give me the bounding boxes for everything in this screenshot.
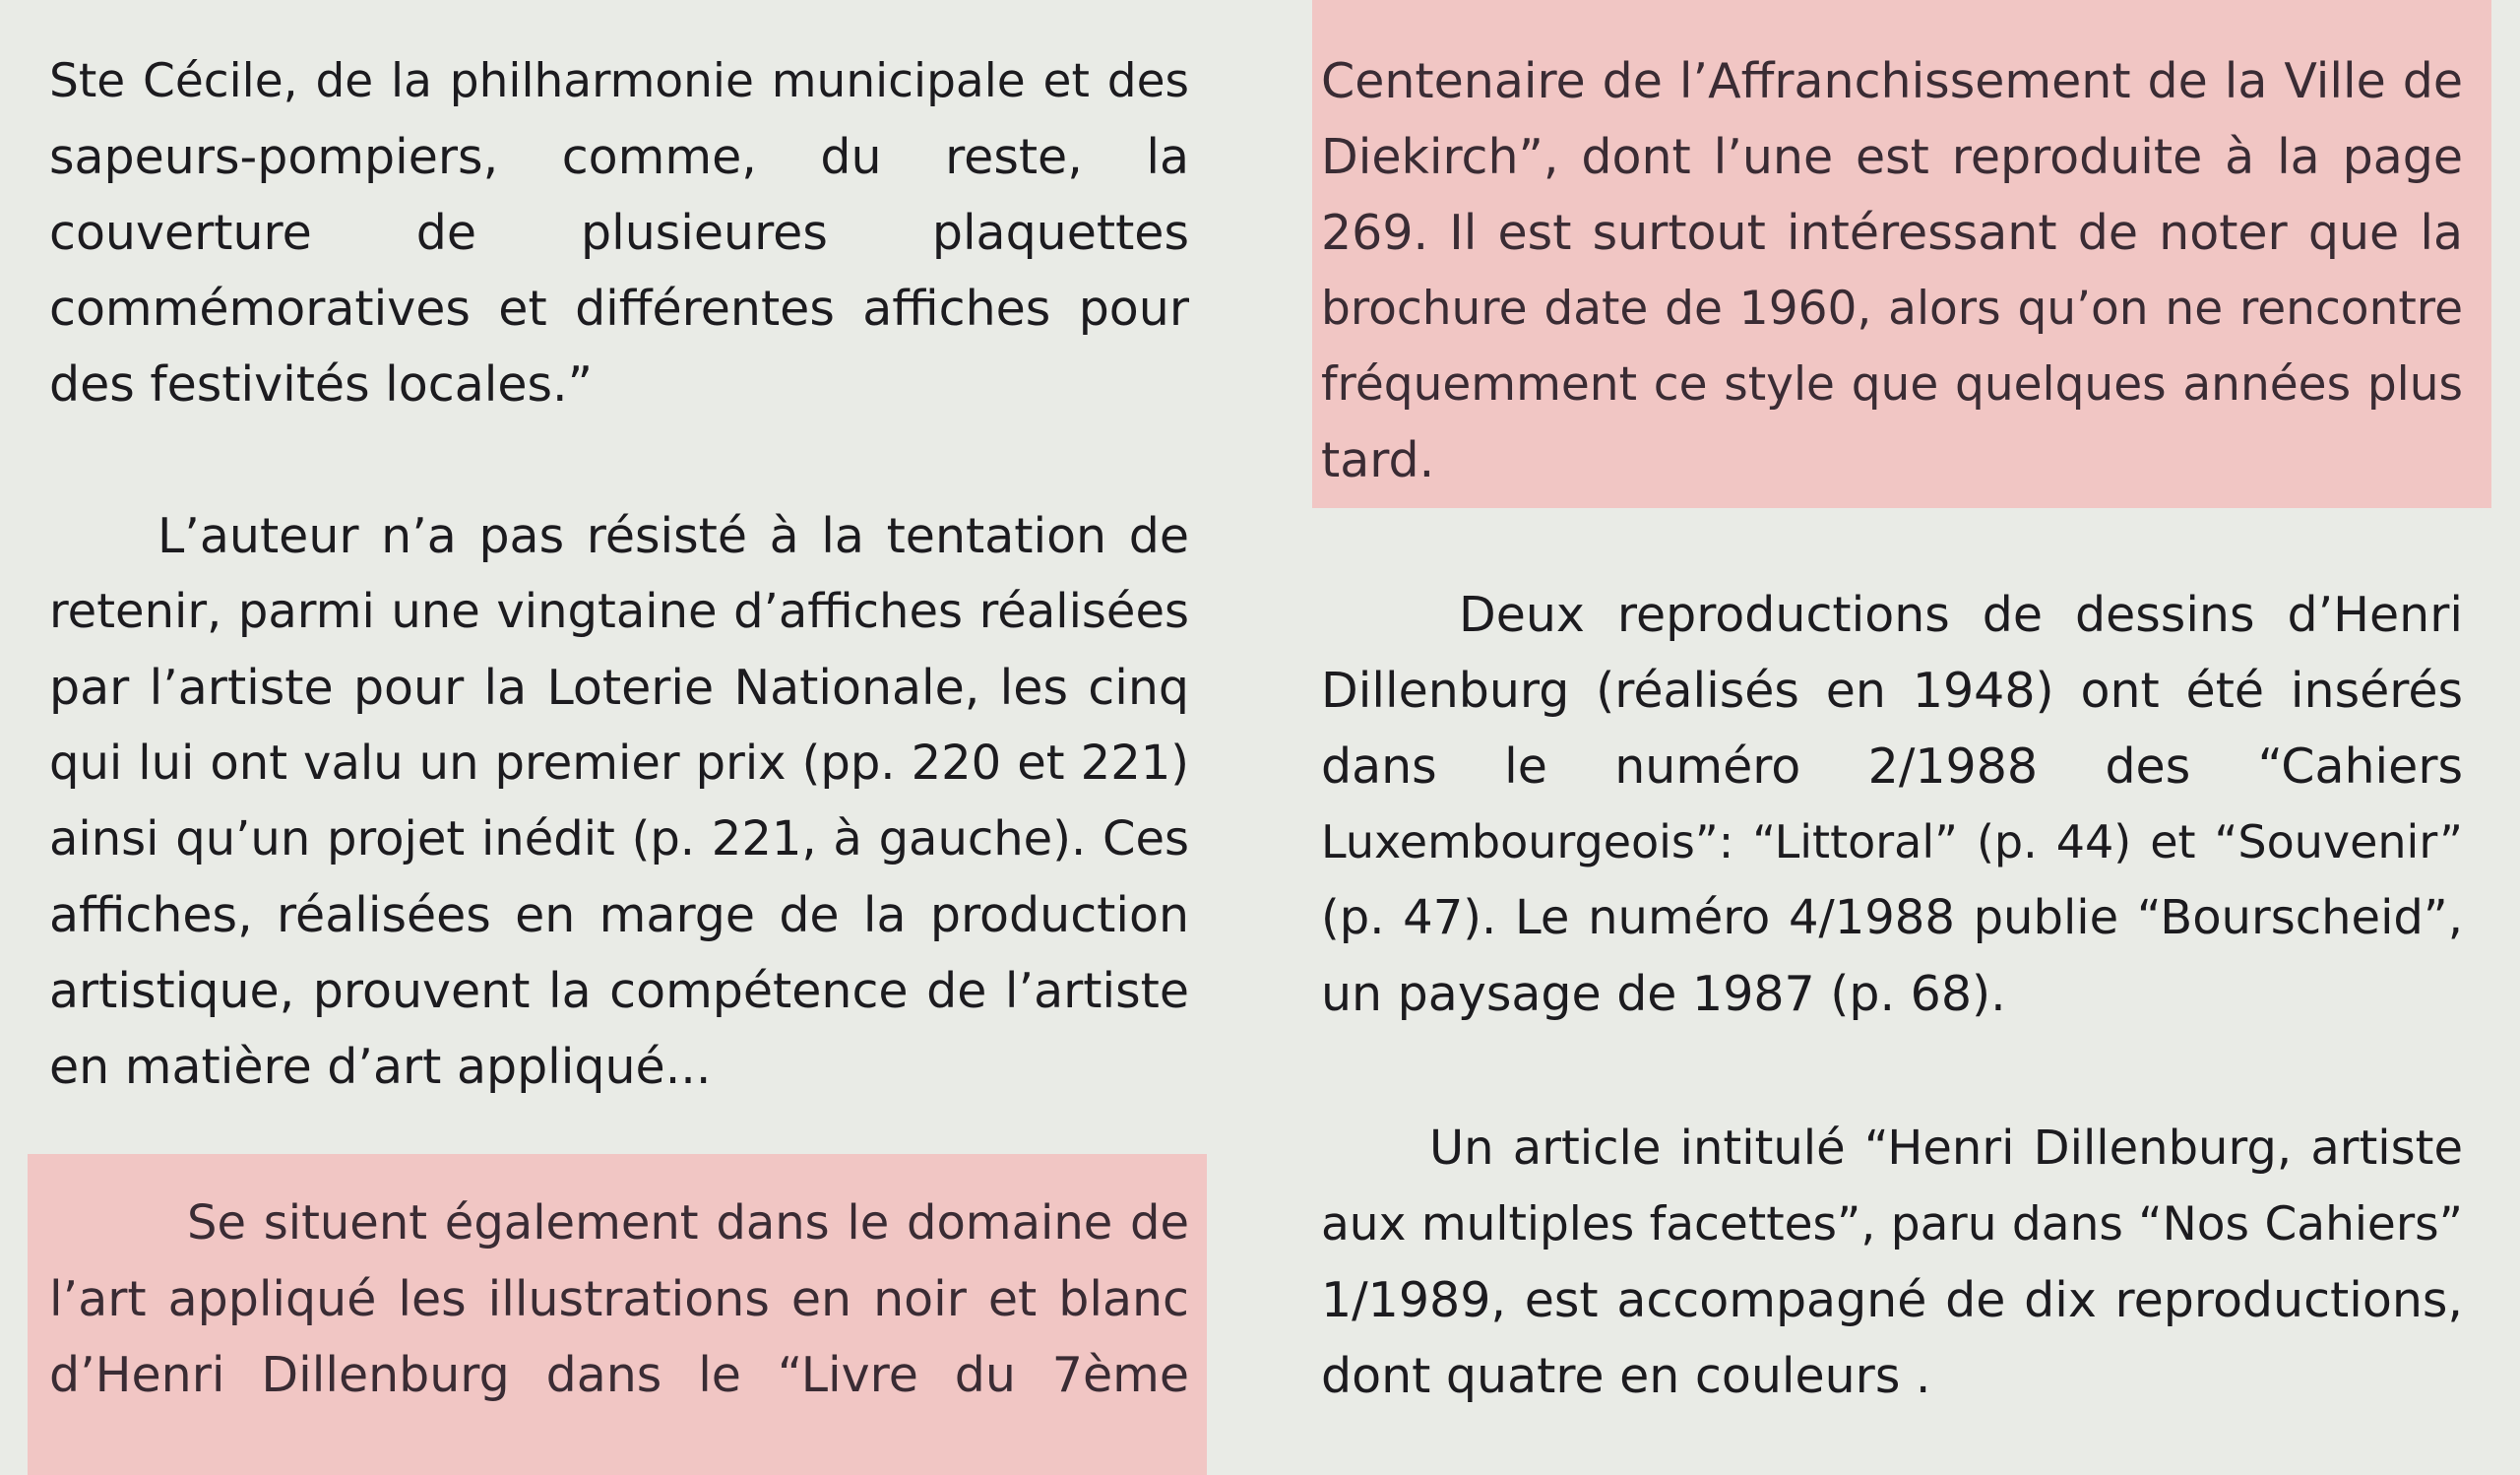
- text-line: dans le numéro 2/1988 des “Cahiers: [1321, 738, 2463, 795]
- text-line: L’auteur n’a pas résisté à la tentation de: [158, 508, 1189, 564]
- text-line: Dillenburg (réalisés en 1948) ont été insérés: [1321, 663, 2463, 719]
- text-line: Ste Cécile, de la philharmonie municipale et des: [49, 54, 1189, 108]
- text-line: tard.: [1321, 432, 1435, 488]
- text-line: commémoratives et différentes affiches pour: [49, 281, 1189, 337]
- text-line: couverture de plusieures plaquettes: [49, 205, 1189, 261]
- text-line: Centenaire de l’Affranchissement de la Ville de: [1321, 53, 2463, 109]
- right-paragraph-1-highlighted: [1321, 43, 2463, 498]
- text-line: fréquemment ce style que quelques années plus: [1321, 357, 2463, 412]
- text-line: Diekirch”, dont l’une est reproduite à la page: [1321, 129, 2463, 185]
- text-line: ainsi qu’un projet inédit (p. 221, à gauche). Ces: [49, 811, 1189, 866]
- text-line: (p. 47). Le numéro 4/1988 publie “Bourscheid”,: [1321, 890, 2463, 945]
- text-line: Un article intitulé “Henri Dillenburg, artiste: [1429, 1121, 2463, 1176]
- text-line: d’Henri Dillenburg dans le “Livre du 7ème: [49, 1347, 1189, 1403]
- text-line: des festivités locales.”: [49, 356, 593, 413]
- text-line: l’art appliqué les illustrations en noir et blanc: [49, 1271, 1189, 1327]
- text-line: brochure date de 1960, alors qu’on ne rencontre: [1321, 282, 2463, 336]
- text-line: un paysage de 1987 (p. 68).: [1321, 966, 2006, 1022]
- text-line: qui lui ont valu un premier prix (pp. 220 et 221): [49, 736, 1189, 791]
- text-line: Se situent également dans le domaine de: [187, 1195, 1189, 1251]
- text-line: dont quatre en couleurs .: [1321, 1348, 1931, 1404]
- text-line: sapeurs-pompiers, comme, du reste, la: [49, 129, 1189, 185]
- text-line: artistique, prouvent la compétence de l’artiste: [49, 963, 1189, 1019]
- text-line: retenir, parmi une vingtaine d’affiches réalisées: [49, 584, 1189, 639]
- text-line: Luxembourgeois”: “Littoral” (p. 44) et “Souvenir”: [1321, 815, 2463, 868]
- left-paragraph-1: [49, 43, 1189, 422]
- text-line: Deux reproductions de dessins d’Henri: [1459, 587, 2463, 643]
- right-paragraph-2: [1321, 577, 2463, 1032]
- text-line: par l’artiste pour la Loterie Nationale, les cinq: [49, 660, 1189, 716]
- left-paragraph-3-highlighted: [49, 1186, 1189, 1413]
- text-line: aux multiples facettes”, paru dans “Nos Cahiers”: [1321, 1197, 2463, 1251]
- text-line: en matière d’art appliqué...: [49, 1039, 712, 1095]
- text-line: affiches, réalisées en marge de la production: [49, 887, 1189, 943]
- right-paragraph-3: [1321, 1111, 2463, 1414]
- left-paragraph-2: [49, 498, 1189, 1105]
- text-line: 1/1989, est accompagné de dix reproductions,: [1321, 1272, 2463, 1328]
- text-line: 269. Il est surtout intéressant de noter que la: [1321, 205, 2463, 261]
